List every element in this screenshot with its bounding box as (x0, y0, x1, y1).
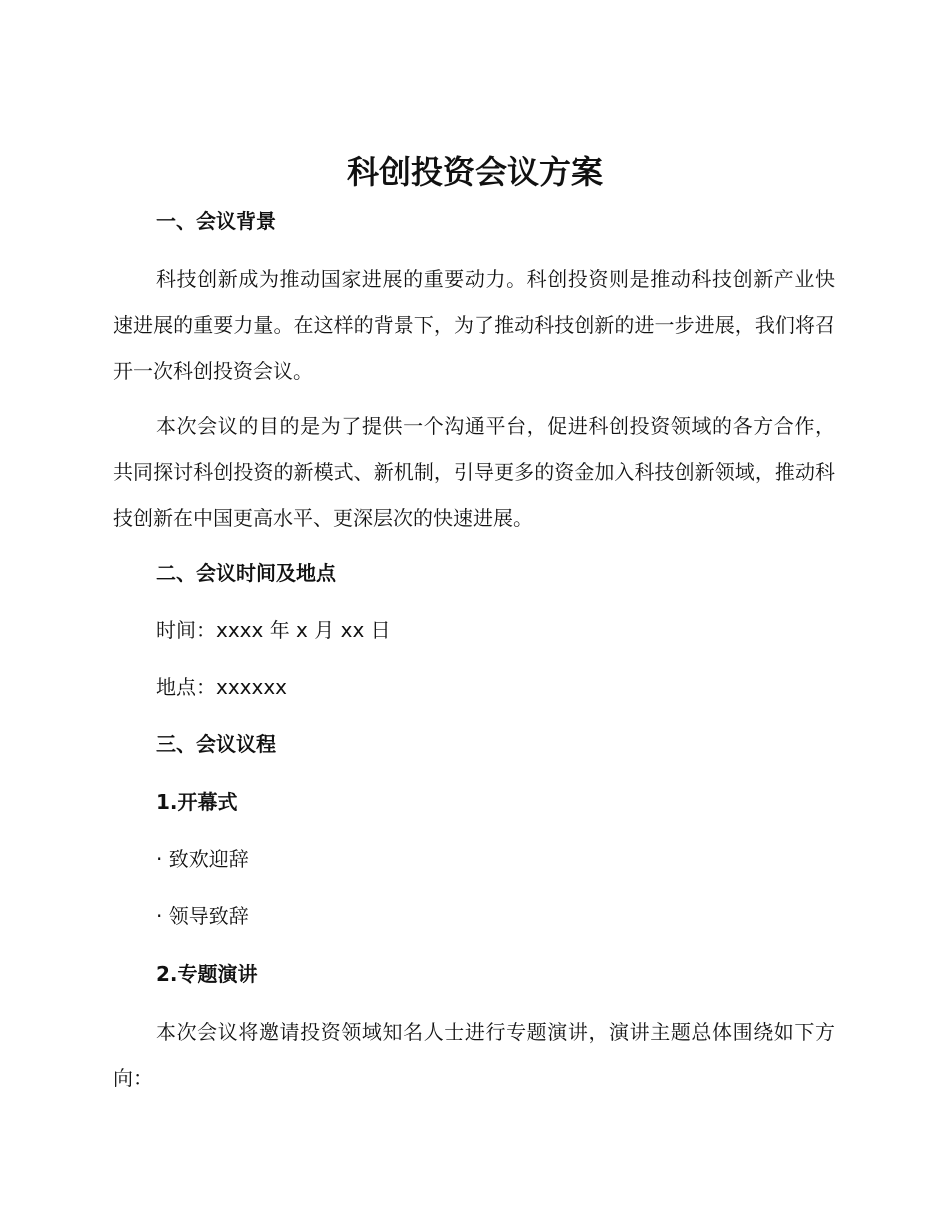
meeting-time: 时间：xxxx 年 x 月 xx 日 (156, 618, 391, 642)
agenda-item-opening: 1.开幕式 (156, 790, 238, 814)
section-heading-time-place: 二、会议时间及地点 (156, 561, 336, 585)
keynote-paragraph: 本次会议将邀请投资领域知名人士进行专题演讲，演讲主题总体围绕如下方向： (113, 1020, 835, 1090)
agenda-bullet-welcome: · 致欢迎辞 (156, 847, 249, 871)
background-paragraph-1: 科技创新成为推动国家进展的重要动力。科创投资则是推动科技创新产业快速进展的重要力量。在这样的背景下，为了推动科技创新的进一步进展，我们将召开一次科创投资会议。 (113, 267, 835, 383)
section-heading-background: 一、会议背景 (156, 209, 276, 233)
background-paragraph-2: 本次会议的目的是为了提供一个沟通平台，促进科创投资领域的各方合作，共同探讨科创投资的新模式、新机制，引导更多的资金加入科技创新领域，推动科技创新在中国更高水平、更深层次的快速进展。 (113, 414, 835, 530)
section-heading-agenda: 三、会议议程 (156, 732, 276, 756)
meeting-place: 地点：xxxxxx (156, 675, 288, 699)
agenda-item-keynote: 2.专题演讲 (156, 962, 258, 986)
document-title: 科创投资会议方案 (346, 153, 603, 191)
agenda-bullet-leader-speech: · 领导致辞 (156, 904, 249, 928)
